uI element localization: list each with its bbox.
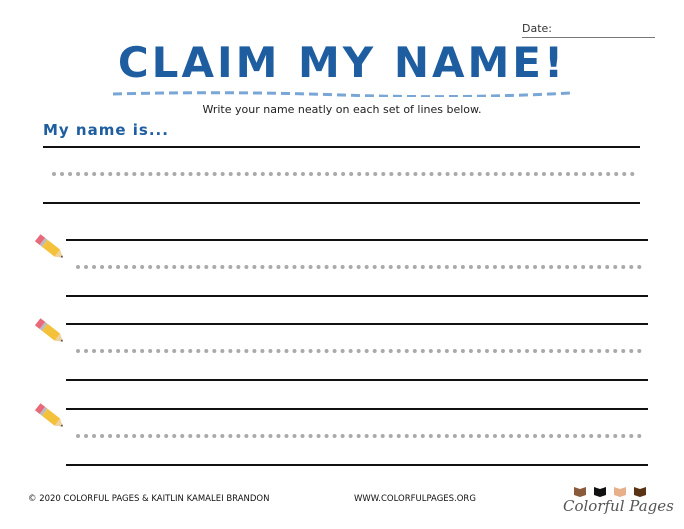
logo-text: Colorful Pages bbox=[563, 497, 674, 515]
book-icon bbox=[634, 487, 646, 497]
title-underline-dashes bbox=[113, 91, 571, 97]
base-line bbox=[43, 202, 640, 204]
base-line bbox=[66, 464, 648, 466]
instructions: Write your name neatly on each set of lines below. bbox=[202, 103, 482, 116]
top-line bbox=[66, 323, 648, 325]
midline-dotted bbox=[52, 172, 635, 176]
website-link[interactable]: WWW.COLORFULPAGES.ORG bbox=[354, 494, 476, 504]
top-line bbox=[43, 146, 640, 148]
book-icon bbox=[594, 487, 606, 497]
base-line bbox=[66, 379, 648, 381]
top-line bbox=[66, 239, 648, 241]
midline-dotted bbox=[76, 265, 642, 269]
copyright-text: © 2020 COLORFUL PAGES & KAITLIN KAMALEI BRANDON bbox=[28, 494, 270, 504]
date-label: Date: bbox=[522, 22, 552, 35]
book-icon bbox=[614, 487, 626, 497]
pencil-icon bbox=[32, 400, 68, 434]
midline-dotted bbox=[76, 349, 642, 353]
pencil-icon bbox=[32, 231, 68, 265]
page-title: CLAIM MY NAME! bbox=[117, 38, 567, 87]
top-line bbox=[66, 408, 648, 410]
pencil-icon bbox=[32, 315, 68, 349]
book-icon bbox=[574, 487, 586, 497]
base-line bbox=[66, 295, 648, 297]
name-prompt: My name is... bbox=[43, 121, 169, 139]
midline-dotted bbox=[76, 434, 642, 438]
